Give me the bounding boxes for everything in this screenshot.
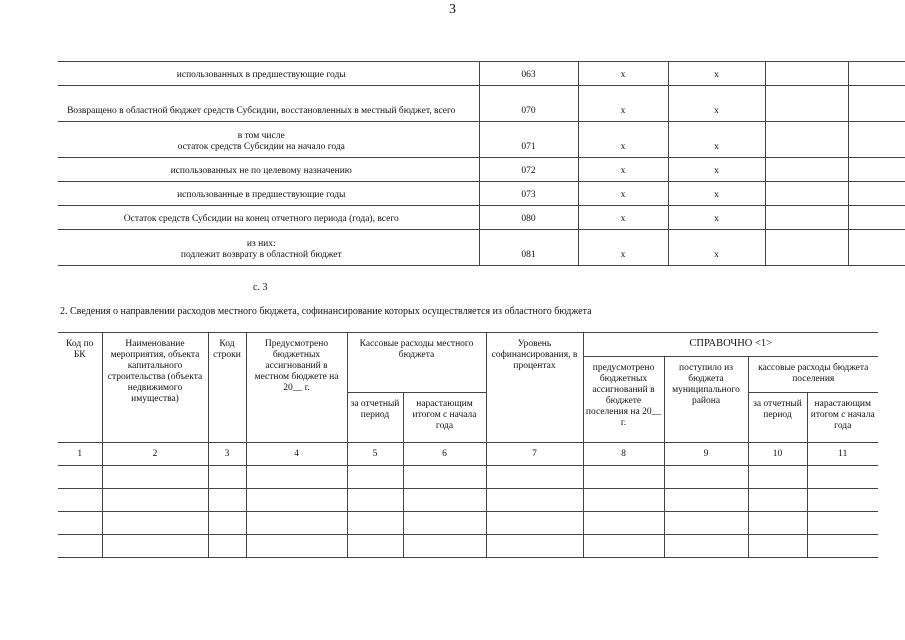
- header-ref-cash-cumulative: нарастающим итогом с начала года: [807, 393, 878, 443]
- cell-c5: [765, 158, 848, 182]
- cell-c4: x: [668, 86, 765, 122]
- table-cell: [58, 512, 102, 535]
- cell-c3: x: [578, 182, 668, 206]
- cell-c6: [848, 182, 905, 206]
- cell-name: использованных в предшествующие годы: [58, 62, 479, 86]
- cell-code: 081: [479, 230, 578, 266]
- cell-c4: x: [668, 158, 765, 182]
- table-row: [58, 182, 905, 206]
- table-row: [58, 158, 905, 182]
- page-number: 3: [449, 2, 456, 17]
- cell-name: в том числе остаток средств Субсидии на начало года: [58, 122, 479, 158]
- header-ref-received: поступило из бюджета муниципального района: [664, 357, 748, 443]
- cell-c5: [765, 206, 848, 230]
- cell-code: 072: [479, 158, 578, 182]
- table-cell: [58, 535, 102, 558]
- cell-c5: [765, 86, 848, 122]
- header-ref-cash: кассовые расходы бюджета поселения: [748, 357, 878, 393]
- cell-code: 073: [479, 182, 578, 206]
- cell-c3: x: [578, 206, 668, 230]
- table-cell: [102, 489, 208, 512]
- column-number: 3: [208, 443, 246, 466]
- cell-code: 070: [479, 86, 578, 122]
- table-cell: [807, 489, 878, 512]
- table-cell: [748, 512, 807, 535]
- cell-c4: x: [668, 182, 765, 206]
- cell-c4: x: [668, 230, 765, 266]
- header-kod-bk: Код по БК: [58, 333, 102, 443]
- cell-c5: [765, 122, 848, 158]
- column-number: 8: [583, 443, 664, 466]
- cell-c3: x: [578, 230, 668, 266]
- table-cell: [58, 489, 102, 512]
- expenditure-table: [58, 332, 878, 558]
- cell-name: Возвращено в областной бюджет средств Субсидии, восстановленных в местный бюджет, всего: [58, 86, 479, 122]
- cell-name: использованных не по целевому назначению: [58, 158, 479, 182]
- table-row: [58, 535, 878, 558]
- cell-name: Остаток средств Субсидии на конец отчетного периода (года), всего: [58, 206, 479, 230]
- header-ref-cash-period: за отчетный период: [748, 393, 807, 443]
- header-planned: Предусмотрено бюджетных ассигнований в местном бюджете на 20__ г.: [246, 333, 347, 443]
- header-name: Наименование мероприятия, объекта капитального строительства (объекта недвижимого имущества): [102, 333, 208, 443]
- table-cell: [748, 466, 807, 489]
- table-cell: [486, 466, 583, 489]
- table-cell: [208, 466, 246, 489]
- table-cell: [208, 535, 246, 558]
- table-row: [58, 230, 905, 266]
- table-cell: [807, 535, 878, 558]
- table-cell: [486, 535, 583, 558]
- table-cell: [748, 489, 807, 512]
- table-cell: [102, 535, 208, 558]
- table-cell: [208, 489, 246, 512]
- table-cell: [403, 512, 486, 535]
- table-cell: [102, 466, 208, 489]
- table-cell: [583, 512, 664, 535]
- cell-c6: [848, 230, 905, 266]
- cell-c6: [848, 158, 905, 182]
- table-cell: [246, 466, 347, 489]
- header-cash-period: за отчетный период: [347, 393, 403, 443]
- table-cell: [664, 489, 748, 512]
- cell-name: использованные в предшествующие годы: [58, 182, 479, 206]
- table-cell: [403, 466, 486, 489]
- table-cell: [664, 512, 748, 535]
- table-cell: [246, 489, 347, 512]
- table-cell: [246, 512, 347, 535]
- table-cell: [807, 466, 878, 489]
- cell-code: 071: [479, 122, 578, 158]
- column-number: 11: [807, 443, 878, 466]
- table-row: [58, 466, 878, 489]
- cell-c6: [848, 206, 905, 230]
- column-number: 9: [664, 443, 748, 466]
- cell-c3: x: [578, 62, 668, 86]
- cell-name: из них: подлежит возврату в областной бюджет: [58, 230, 479, 266]
- table-cell: [748, 535, 807, 558]
- header-cash-cumulative: нарастающим итогом с начала года: [403, 393, 486, 443]
- column-number: 2: [102, 443, 208, 466]
- header-cash: Кассовые расходы местного бюджета: [347, 333, 486, 393]
- cell-c6: [848, 122, 905, 158]
- cell-c3: x: [578, 158, 668, 182]
- cell-c4: x: [668, 122, 765, 158]
- column-number: 5: [347, 443, 403, 466]
- cell-c5: [765, 62, 848, 86]
- column-number: 7: [486, 443, 583, 466]
- header-ref-planned: предусмотрено бюджетных ассигнований в бюджете поселения на 20__ г.: [583, 357, 664, 443]
- table-cell: [486, 512, 583, 535]
- table-cell: [403, 535, 486, 558]
- cell-c5: [765, 230, 848, 266]
- table-cell: [583, 466, 664, 489]
- cell-c6: [848, 86, 905, 122]
- table-cell: [583, 535, 664, 558]
- table-cell: [347, 466, 403, 489]
- table-cell: [347, 512, 403, 535]
- column-number: 1: [58, 443, 102, 466]
- note: с. 3: [253, 282, 268, 293]
- column-number: 10: [748, 443, 807, 466]
- table-cell: [58, 466, 102, 489]
- cell-c3: x: [578, 122, 668, 158]
- table-row: [58, 512, 878, 535]
- table-cell: [102, 512, 208, 535]
- table-cell: [246, 535, 347, 558]
- table-cell: [664, 466, 748, 489]
- table-row: [58, 489, 878, 512]
- cell-c6: [848, 62, 905, 86]
- cell-code: 063: [479, 62, 578, 86]
- header-reference: СПРАВОЧНО <1>: [583, 333, 878, 357]
- table-cell: [403, 489, 486, 512]
- table-cell: [208, 512, 246, 535]
- cell-c4: x: [668, 62, 765, 86]
- table-cell: [486, 489, 583, 512]
- cell-code: 080: [479, 206, 578, 230]
- table-row: [58, 122, 905, 158]
- table-row: [58, 62, 905, 86]
- table-cell: [807, 512, 878, 535]
- section-heading: 2. Сведения о направлении расходов местного бюджета, софинансирование которых осуществляется из областного бюджета: [60, 306, 592, 317]
- header-level: Уровень софинансирования, в процентах: [486, 333, 583, 443]
- table-cell: [347, 489, 403, 512]
- column-number: 4: [246, 443, 347, 466]
- column-number: 6: [403, 443, 486, 466]
- cell-c3: x: [578, 86, 668, 122]
- cell-c5: [765, 182, 848, 206]
- header-kod-stroki: Код строки: [208, 333, 246, 443]
- table-cell: [583, 489, 664, 512]
- subsidy-table: [58, 61, 905, 266]
- table-row: [58, 86, 905, 122]
- table-row: [58, 206, 905, 230]
- table-cell: [347, 535, 403, 558]
- cell-c4: x: [668, 206, 765, 230]
- table-cell: [664, 535, 748, 558]
